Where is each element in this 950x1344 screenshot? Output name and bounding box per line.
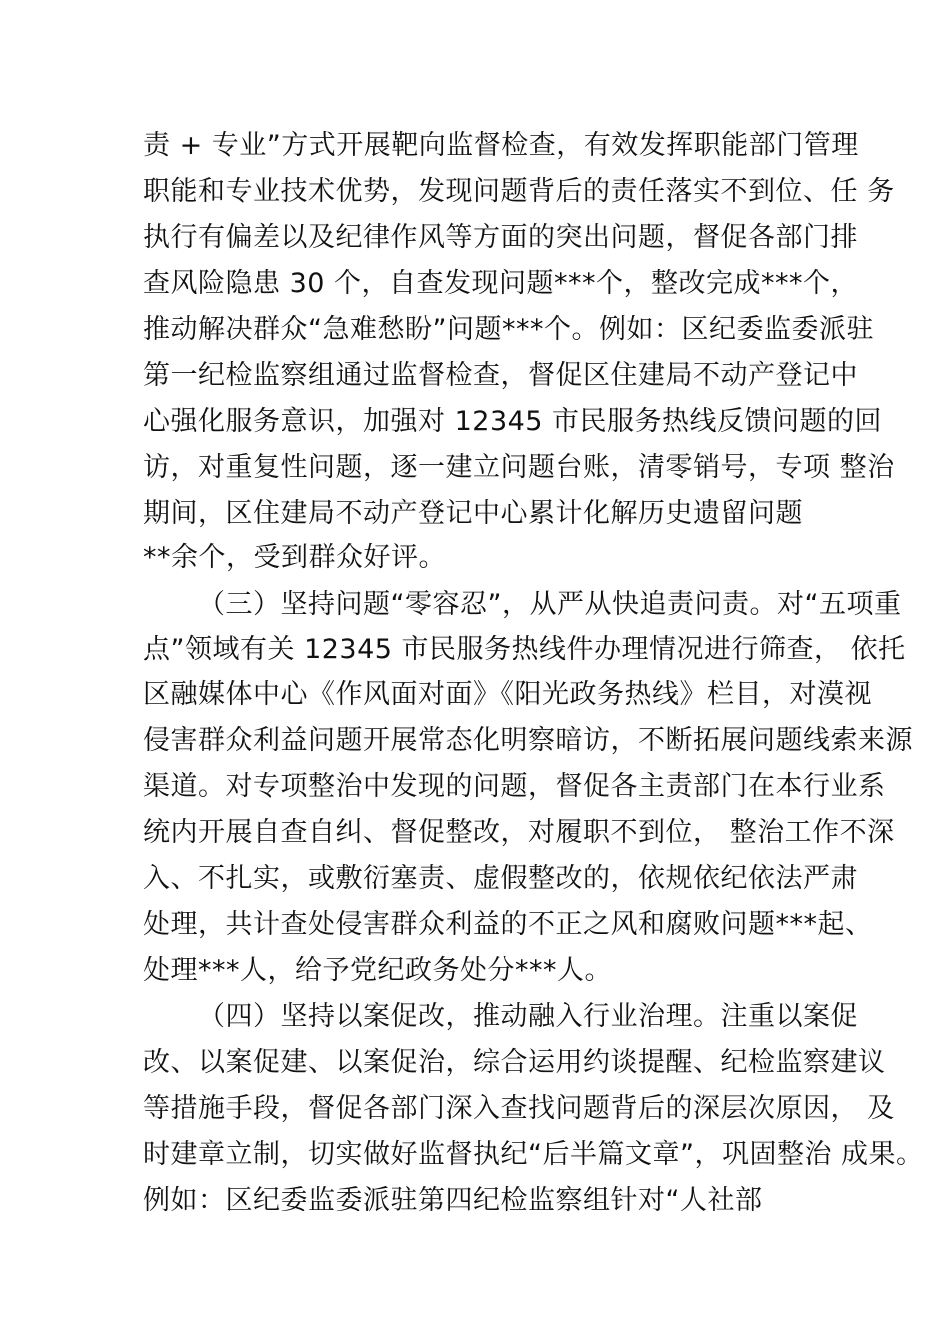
text-line: 处理，共计查处侵害群众利益的不正之风和腐败问题***起、	[143, 909, 873, 940]
text-line: 查风险隐患 30 个，自查发现问题***个，整改完成***个，	[143, 268, 859, 299]
text-line: 心强化服务意识，加强对 12345 市民服务热线反馈问题的回	[143, 406, 883, 437]
text-line: 期间，区住建局不动产登记中心累计化解历史遗留问题	[143, 498, 803, 529]
text-line: 推动解决群众“急难愁盼”问题***个。例如：区纪委监委派驻	[143, 314, 874, 345]
text-line: 区融媒体中心《作风面对面》《阳光政务热线》栏目，对漠视	[143, 679, 872, 710]
text-line: 时建章立制，切实做好监督执纪“后半篇文章”，巩固整治 成果。	[143, 1139, 924, 1170]
text-line: 侵害群众利益问题开展常态化明察暗访，不断拓展问题线索来源	[143, 725, 913, 756]
text-line: 第一纪检监察组通过监督检查，督促区住建局不动产登记中	[143, 360, 858, 391]
text-line: 责 + 专业”方式开展靶向监督检查，有效发挥职能部门管理	[143, 130, 859, 161]
text-line: 执行有偏差以及纪律作风等方面的突出问题，督促各部门排	[143, 222, 858, 253]
text-line: 改、以案促建、以案促治，综合运用约谈提醒、纪检监察建议	[143, 1047, 886, 1078]
text-line: 点”领域有关 12345 市民服务热线件办理情况进行筛查， 依托	[143, 634, 906, 665]
text-line: 职能和专业技术优势，发现问题背后的责任落实不到位、任 务	[143, 176, 895, 207]
section-heading-line: （四）坚持以案促改，推动融入行业治理。注重以案促	[198, 1001, 858, 1032]
text-line: 渠道。对专项整治中发现的问题，督促各主责部门在本行业系	[143, 771, 886, 802]
text-line: 等措施手段，督促各部门深入查找问题背后的深层次原因， 及	[143, 1093, 895, 1124]
text-line: 统内开展自查自纠、督促整改，对履职不到位， 整治工作不深	[143, 817, 895, 848]
text-line: **余个，受到群众好评。	[143, 542, 446, 573]
text-line: 处理***人，给予党纪政务处分***人。	[143, 955, 612, 986]
text-line: 访，对重复性问题，逐一建立问题台账，清零销号，专项 整治	[143, 452, 895, 483]
text-line: 入、不扎实，或敷衍塞责、虚假整改的，依规依纪依法严肃	[143, 863, 858, 894]
text-line: 例如：区纪委监委派驻第四纪检监察组针对“人社部	[143, 1185, 763, 1216]
section-heading-line: （三）坚持问题“零容忍”，从严从快追责问责。对“五项重	[198, 589, 902, 620]
